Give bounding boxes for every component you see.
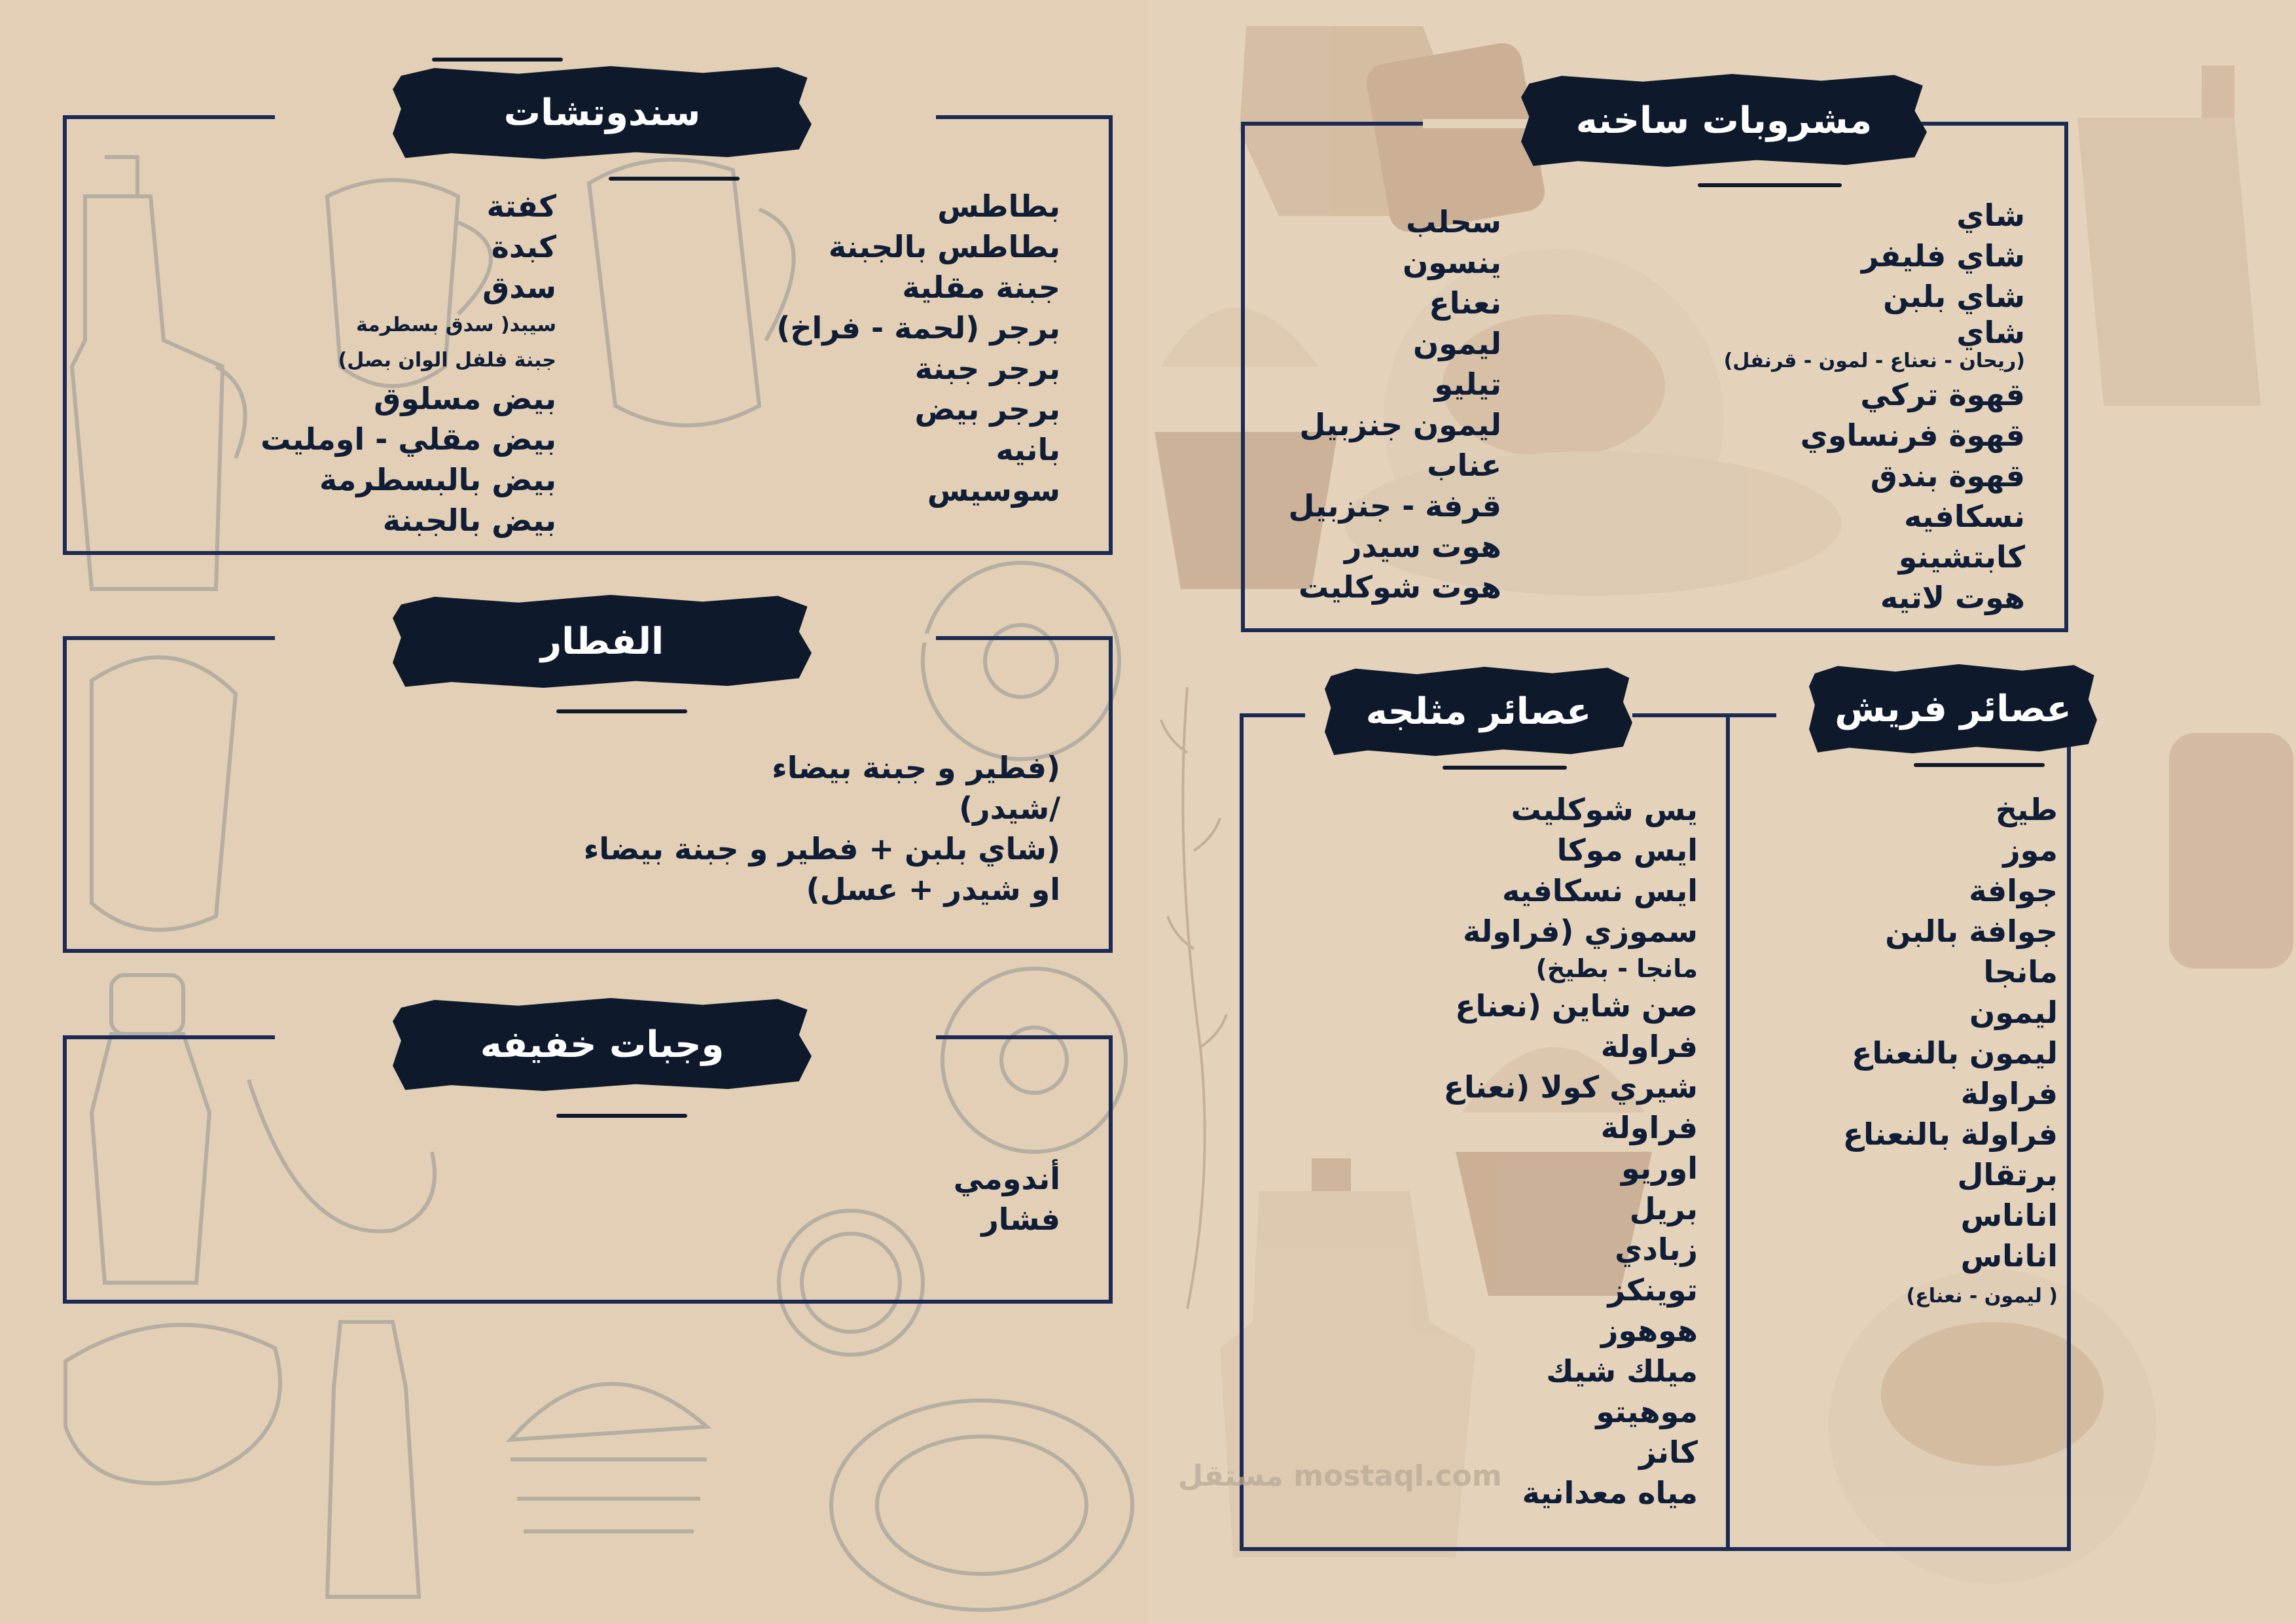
banner-stroke: [432, 58, 563, 62]
fresh-juices-list: [1737, 789, 2058, 1317]
list-item: موهيتو: [1596, 1394, 1698, 1429]
banner-stroke: [556, 1114, 687, 1118]
hot-drinks-title: مشروبات ساخنه: [1575, 99, 1873, 142]
list-item: بريل: [1629, 1191, 1698, 1226]
list-item: برجر (لحمة - فراخ): [776, 310, 1060, 346]
list-item: فراولة: [1600, 1029, 1698, 1064]
list-item: كابتشينو: [1898, 539, 2025, 575]
right-page: [1148, 0, 2296, 1623]
list-item: شاي بلبن: [1883, 279, 2025, 314]
list-item: كبدة: [491, 229, 556, 264]
list-item: ليمون بالنعناع: [1851, 1035, 2058, 1071]
list-item: طيخ: [1995, 792, 2058, 827]
breakfast-line: (شاي بلبن + فطير و جبنة بيضاء: [583, 831, 1060, 866]
list-item: بيض بالجبنة: [382, 503, 556, 538]
breakfast-line: /شيدر): [959, 791, 1060, 826]
list-item: صن شاين (نعناع: [1455, 988, 1698, 1024]
list-item: جبنة مقلية: [902, 270, 1060, 305]
list-item: ليمون: [1969, 995, 2058, 1030]
list-item: هوت لاتيه: [1880, 580, 2025, 615]
list-item: سيبد( سدق بسطرمة: [355, 313, 556, 336]
list-item: توينكز: [1607, 1272, 1698, 1308]
list-item: ينسون: [1403, 245, 1501, 280]
hot-drinks-list-b: [1279, 202, 1501, 607]
list-item: بيض مقلي - اومليت: [260, 421, 556, 457]
sandwiches-list-a: [720, 186, 1060, 510]
list-item: بطاطس: [937, 188, 1060, 224]
list-item: هوهوز: [1601, 1313, 1698, 1348]
list-item: سدق: [482, 270, 556, 305]
list-item: فراولة: [1960, 1076, 2058, 1111]
list-item: فشار: [981, 1202, 1060, 1237]
list-item: كانز: [1639, 1435, 1698, 1470]
list-item: شاي: [1956, 315, 2025, 350]
banner-stroke: [1443, 766, 1567, 770]
list-item: سحلب: [1406, 204, 1501, 240]
list-item: اوريو: [1621, 1150, 1698, 1186]
list-item: بيض مسلوق: [374, 381, 556, 416]
banner-stroke: [1914, 763, 2045, 767]
iced-juices-list: [1331, 789, 1698, 1513]
breakfast-banner: [393, 593, 812, 690]
list-item: برجر بيض: [914, 391, 1060, 427]
list-item: جبنة فلفل الوان بصل): [338, 349, 556, 372]
list-item: شاي: [1956, 198, 2025, 233]
list-item: زبادي: [1615, 1232, 1698, 1267]
list-item: هوت سيدر: [1344, 529, 1501, 564]
list-item: عناب: [1427, 448, 1501, 483]
list-item: كفتة: [486, 188, 556, 224]
sandwiches-banner: [393, 64, 812, 161]
sandwiches-list-b: [223, 186, 556, 541]
list-item: ايس موكا: [1556, 832, 1698, 868]
banner-stroke: [609, 177, 740, 181]
list-item: قهوة فرنساوي: [1800, 418, 2025, 453]
list-item: اناناس: [1960, 1198, 2058, 1233]
list-item: ( ليمون - نعناع): [1906, 1285, 2058, 1308]
list-item: بانيه: [996, 432, 1060, 467]
list-item: ليمون: [1413, 326, 1501, 361]
list-item: (ريحان - نعناع - لمون - قرنفل): [1723, 349, 2025, 372]
juices-divider: [1726, 713, 1730, 1551]
light-meals-list: [785, 1158, 1060, 1240]
light-meals-title: وجبات خفيفه: [480, 1023, 725, 1066]
list-item: قهوة بندق: [1870, 458, 2025, 493]
list-item: تيليو: [1434, 366, 1501, 402]
list-item: ليمون جنزبيل: [1299, 407, 1501, 442]
list-item: جوافة بالبن: [1885, 914, 2058, 949]
fresh-juices-banner: [1809, 662, 2097, 755]
list-item: هوت شوكليت: [1298, 569, 1501, 605]
list-item: نسكافيه: [1904, 499, 2025, 534]
list-item: مياه معدانية: [1522, 1475, 1698, 1510]
list-item: اناناس: [1960, 1238, 2058, 1274]
breakfast-text: [583, 747, 1060, 910]
list-item: قهوة تركي: [1860, 377, 2025, 412]
list-item: سموزي (فراولة: [1463, 914, 1698, 949]
list-item: مانجا - بطيخ): [1535, 954, 1698, 983]
breakfast-line: (فطير و جبنة بيضاء: [772, 750, 1060, 785]
list-item: يس شوكليت: [1511, 792, 1698, 827]
watermark-logo: مستقل mostaql.com: [1178, 1459, 1502, 1493]
light-meals-banner: [393, 996, 812, 1093]
list-item: موز: [2003, 832, 2058, 868]
breakfast-title: الفطار: [540, 620, 664, 663]
list-item: برتقال: [1957, 1157, 2058, 1192]
iced-juices-banner: [1325, 665, 1632, 758]
list-item: فراولة بالنعناع: [1842, 1116, 2058, 1152]
list-item: شيري كولا (نعناع: [1443, 1069, 1698, 1105]
list-item: سوسيس: [927, 473, 1060, 508]
hot-drinks-banner: [1521, 72, 1927, 169]
sandwiches-title: سندوتشات: [503, 91, 701, 134]
list-item: بطاطس بالجبنة: [828, 229, 1060, 264]
list-item: ايس نسكافيه: [1502, 873, 1698, 908]
list-item: شاي فليفر: [1861, 238, 2025, 274]
list-item: مانجا: [1983, 954, 2058, 990]
list-item: جوافة: [1969, 873, 2058, 908]
banner-stroke: [556, 709, 687, 713]
list-item: بيض بالبسطرمة: [319, 462, 556, 497]
list-item: قرفة - جنزبيل: [1288, 488, 1501, 524]
fresh-juices-title: عصائر فريش: [1835, 687, 2072, 730]
list-item: برجر جبنة: [914, 351, 1060, 386]
iced-juices-title: عصائر مثلجه: [1365, 690, 1592, 733]
hot-drinks-list-a: [1659, 195, 2025, 618]
banner-stroke: [1698, 183, 1842, 187]
list-item: ميلك شيك: [1546, 1353, 1698, 1389]
list-item: فراولة: [1600, 1110, 1698, 1145]
list-item: أندومي: [953, 1161, 1060, 1196]
list-item: نعناع: [1429, 285, 1501, 321]
breakfast-line: او شيدر + عسل): [806, 872, 1060, 907]
